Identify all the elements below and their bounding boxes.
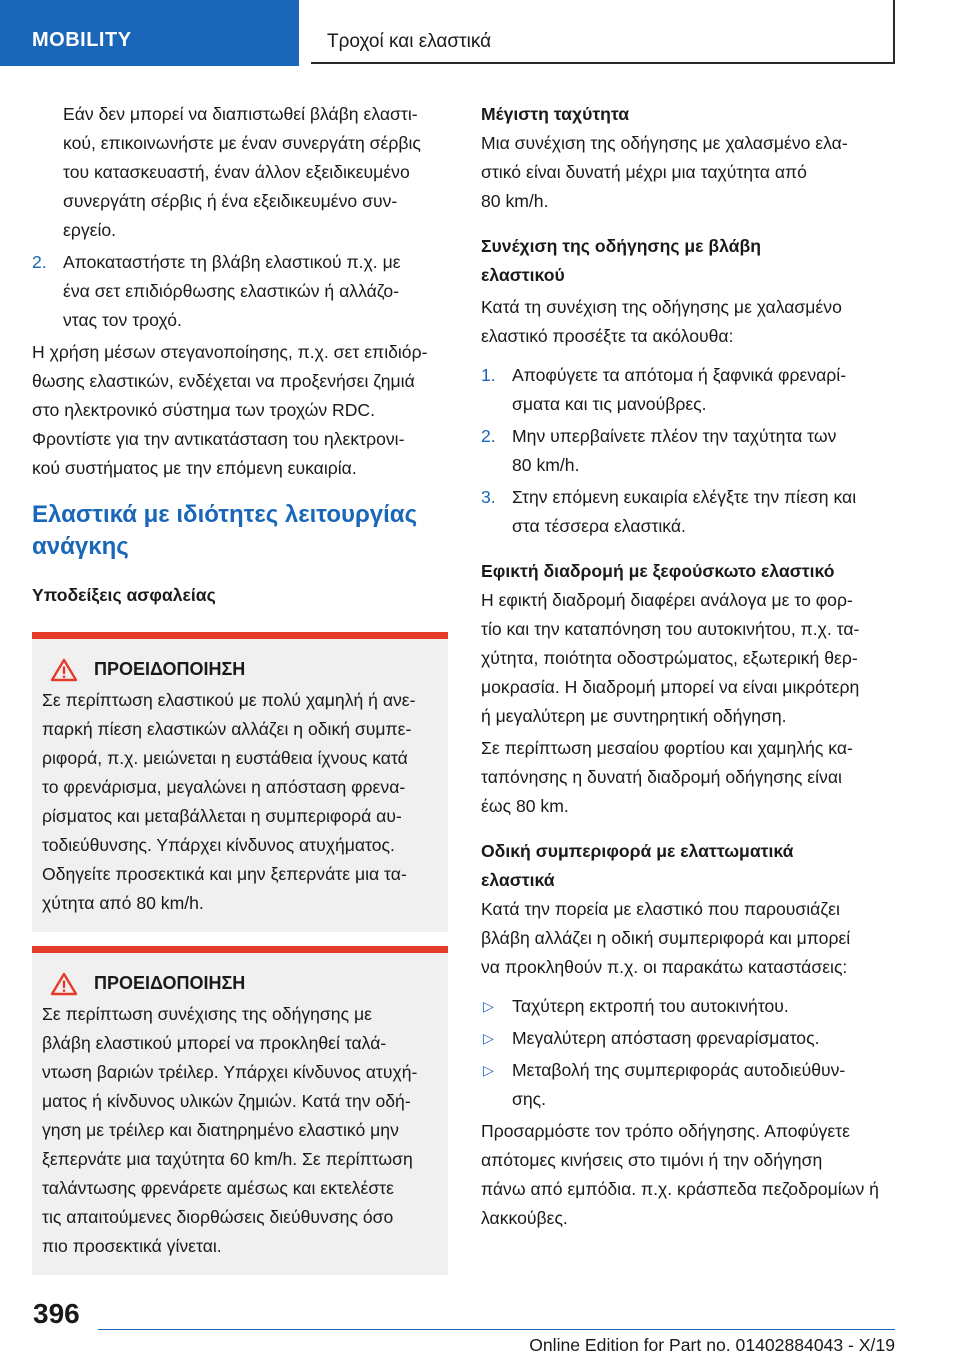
- text-line: σης.: [512, 1089, 547, 1109]
- triangle-bullet-icon: ▷: [483, 998, 494, 1014]
- text-line: Σε περίπτωση μεσαίου φορτίου και χαμηλής κα‐: [481, 738, 853, 758]
- text-line: ριφορά, π.χ. μειώνεται η ευστάθεια ίχνους κατά: [42, 748, 408, 768]
- list-item-3: [481, 483, 901, 541]
- text-line: Η χρήση μέσων στεγανοποίησης, π.χ. σετ επιδιόρ‐: [32, 342, 428, 362]
- text-line: απότομες κινήσεις στο τιμόνι ή την οδήγηση: [481, 1150, 823, 1170]
- text-line: να προκληθούν π.χ. οι παρακάτω καταστάσεις:: [481, 957, 848, 977]
- triangle-bullet-icon: ▷: [483, 1062, 494, 1078]
- edition-footer: Online Edition for Part no. 01402884043 - X/19: [529, 1335, 895, 1355]
- text-line: πιο προσεκτικά γίνεται.: [42, 1236, 222, 1256]
- text-line: ντας τον τροχό.: [63, 310, 182, 330]
- handling-intro: [481, 895, 901, 982]
- continue-driving-intro: [481, 293, 901, 351]
- text-line: Εάν δεν μπορεί να διαπιστωθεί βλάβη ελαστι‐: [63, 104, 418, 124]
- text-line: εργείο.: [63, 220, 117, 240]
- triangle-bullet-icon: ▷: [483, 1030, 494, 1046]
- page-number: 396: [33, 1298, 80, 1329]
- heading-line: ελαστικού: [481, 265, 565, 285]
- handling-heading: [481, 837, 901, 895]
- warning-title: [42, 655, 438, 684]
- text-line: τίο και την καταπόνηση του αυτοκινήτου, π.χ. τα‐: [481, 619, 860, 639]
- list-item-2: [481, 422, 901, 480]
- list-number: 1.: [481, 365, 496, 385]
- text-line: ή μεγαλύτερη με συντηρητική οδήγηση.: [481, 706, 787, 726]
- list-item-1-continuation: [32, 100, 448, 245]
- range-heading: Εφικτή διαδρομή με ξεφούσκωτο ελαστικό: [481, 561, 835, 581]
- list-item-2: [32, 248, 448, 335]
- warning-title-text: ΠΡΟΕΙΔΟΠΟΙΗΣΗ: [94, 659, 246, 679]
- text-line: Φροντίστε για την αντικατάσταση του ηλεκτρονι‐: [32, 429, 405, 449]
- text-line: τις απαιτούμενες διορθώσεις διεύθυνσης όσο: [42, 1207, 394, 1227]
- text-line: Η εφικτή διαδρομή διαφέρει ανάλογα με το φορ‐: [481, 590, 853, 610]
- text-line: Μεταβολή της συμπεριφοράς αυτοδιεύθυν‐: [512, 1060, 846, 1080]
- text-line: χύτητα από 80 km/h.: [42, 893, 204, 913]
- text-line: ελαστικό προσέξτε τα ακόλουθα:: [481, 326, 734, 346]
- text-line: το φρενάρισμα, μεγαλώνει η απόσταση φρενα‐: [42, 777, 406, 797]
- max-speed-paragraph: [481, 129, 901, 216]
- text-line: στικό είναι δυνατή μέχρι μια ταχύτητα από: [481, 162, 807, 182]
- safety-subheading: Υποδείξεις ασφαλείας: [32, 585, 216, 605]
- text-line: Αποφύγετε τα απότομα ή ξαφνικά φρεναρί‐: [512, 365, 847, 385]
- text-line: ταπόνησης η δυνατή διαδρομή οδήγησης είναι: [481, 767, 842, 787]
- text-line: Αποκαταστήστε τη βλάβη ελαστικού π.χ. με: [63, 252, 401, 272]
- text-line: ρίσματος και μεταβάλλεται η συμπεριφορά αυ‐: [42, 806, 402, 826]
- text-line: Στην επόμενη ευκαιρία ελέγξτε την πίεση και: [512, 487, 857, 507]
- footer-rule: [98, 1329, 895, 1330]
- text-line: ταλάντωσης φρενάρετε αμέσως και εκτελέστε: [42, 1178, 394, 1198]
- text-line: Σε περίπτωση ελαστικού με πολύ χαμηλή ή ανε‐: [42, 690, 416, 710]
- section-label: MOBILITY: [0, 0, 299, 66]
- text-line: έως 80 km.: [481, 796, 569, 816]
- bullet-item: [481, 992, 901, 1021]
- text-line: κού συστήματος με την επόμενη ευκαιρία.: [32, 458, 357, 478]
- text-line: μοκρασία. Η διαδρομή μπορεί να είναι μικρότερη: [481, 677, 860, 697]
- text-line: Ταχύτερη εκτροπή του αυτοκινήτου.: [512, 996, 789, 1016]
- heading-line: Οδική συμπεριφορά με ελαττωματικά: [481, 841, 794, 861]
- text-line: Προσαρμόστε τον τρόπο οδήγησης. Αποφύγετε: [481, 1121, 850, 1141]
- text-line: Σε περίπτωση συνέχισης της οδήγησης με: [42, 1004, 372, 1024]
- warning-title: [42, 969, 438, 998]
- text-line: Μην υπερβαίνετε πλέον την ταχύτητα των: [512, 426, 837, 446]
- text-line: ντωση βαριών τρέιλερ. Υπάρχει κίνδυνος ατυχή‐: [42, 1062, 418, 1082]
- list-item-1: [481, 361, 901, 419]
- text-line: στα τέσσερα ελαστικά.: [512, 516, 686, 536]
- text-line: τοδιεύθυνσης. Υπάρχει κίνδυνος ατυχήματος.: [42, 835, 395, 855]
- range-paragraph-2: [481, 734, 901, 821]
- list-number: 2.: [481, 426, 496, 446]
- text-line: ένα σετ επιδιόρθωσης ελαστικών ή αλλάζο‐: [63, 281, 399, 301]
- warning-triangle-icon: [50, 658, 78, 682]
- heading-line: Ελαστικά με ιδιότητες λειτουργίας: [32, 501, 418, 528]
- text-line: 80 km/h.: [512, 455, 580, 475]
- right-column: [481, 100, 901, 1233]
- text-line: ματος ή κίνδυνος υλικών ζημιών. Κατά την οδή‐: [42, 1091, 411, 1111]
- text-line: γηση με τρέιλερ και διατηρημένο ελαστικό μην: [42, 1120, 399, 1140]
- text-line: Μεγαλύτερη απόσταση φρεναρίσματος.: [512, 1028, 820, 1048]
- warning-box-2: [32, 946, 448, 1275]
- max-speed-heading: Μέγιστη ταχύτητα: [481, 104, 630, 124]
- text-line: Μια συνέχιση της οδήγησης με χαλασμένο ελα‐: [481, 133, 848, 153]
- warning-box-1: [32, 632, 448, 932]
- text-line: σματα και τις μανούβρες.: [512, 394, 707, 414]
- list-number: 2.: [32, 252, 47, 272]
- text-line: 80 km/h.: [481, 191, 549, 211]
- list-number: 3.: [481, 487, 496, 507]
- text-line: Κατά τη συνέχιση της οδήγησης με χαλασμένο: [481, 297, 842, 317]
- continue-driving-heading: [481, 232, 901, 290]
- heading-line: ελαστικά: [481, 870, 555, 890]
- range-paragraph-1: [481, 586, 901, 731]
- text-line: πάνω από εμπόδια. π.χ. κράσπεδα πεζοδρομίων ή: [481, 1179, 879, 1199]
- page-header-title: Τροχοί και ελαστικά: [311, 0, 895, 64]
- text-line: θωσης ελαστικών, ενδέχεται να προξενήσει ζημιά: [32, 371, 415, 391]
- text-line: βλάβη αλλάζει η οδική συμπεριφορά και μπορεί: [481, 928, 851, 948]
- text-line: λακκούβες.: [481, 1208, 568, 1228]
- rdc-paragraph: [32, 338, 448, 483]
- heading-line: Συνέχιση της οδήγησης με βλάβη: [481, 236, 761, 256]
- bullet-item: [481, 1056, 901, 1114]
- text-line: κού, επικοινωνήστε με έναν συνεργάτη σέρβις: [63, 133, 421, 153]
- text-line: βλάβη ελαστικού μπορεί να προκληθεί ταλά‐: [42, 1033, 387, 1053]
- text-line: ξεπερνάτε μια ταχύτητα 60 km/h. Σε περίπτωση: [42, 1149, 413, 1169]
- text-line: παρκή πίεση ελαστικών αλλάζει η οδική συμπε‐: [42, 719, 412, 739]
- text-line: Οδηγείτε προσεκτικά και μην ξεπερνάτε μια τα‐: [42, 864, 407, 884]
- text-line: Κατά την πορεία με ελαστικό που παρουσιάζει: [481, 899, 840, 919]
- left-column: [32, 100, 448, 1275]
- text-line: στο ηλεκτρονικό σύστημα των τροχών RDC.: [32, 400, 376, 420]
- bullet-item: [481, 1024, 901, 1053]
- warning-triangle-icon: [50, 972, 78, 996]
- text-line: χύτητα, ποιότητα οδοστρώματος, εξωτερική θερ‐: [481, 648, 858, 668]
- warning-title-text: ΠΡΟΕΙΔΟΠΟΙΗΣΗ: [94, 973, 246, 993]
- text-line: του κατασκευαστή, έναν άλλον εξειδικευμένο: [63, 162, 410, 182]
- text-line: συνεργάτη σέρβις ή ένα εξειδικευμένο συν‐: [63, 191, 398, 211]
- section-heading: [32, 499, 448, 563]
- handling-outro: [481, 1117, 901, 1233]
- heading-line: ανάγκης: [32, 533, 129, 560]
